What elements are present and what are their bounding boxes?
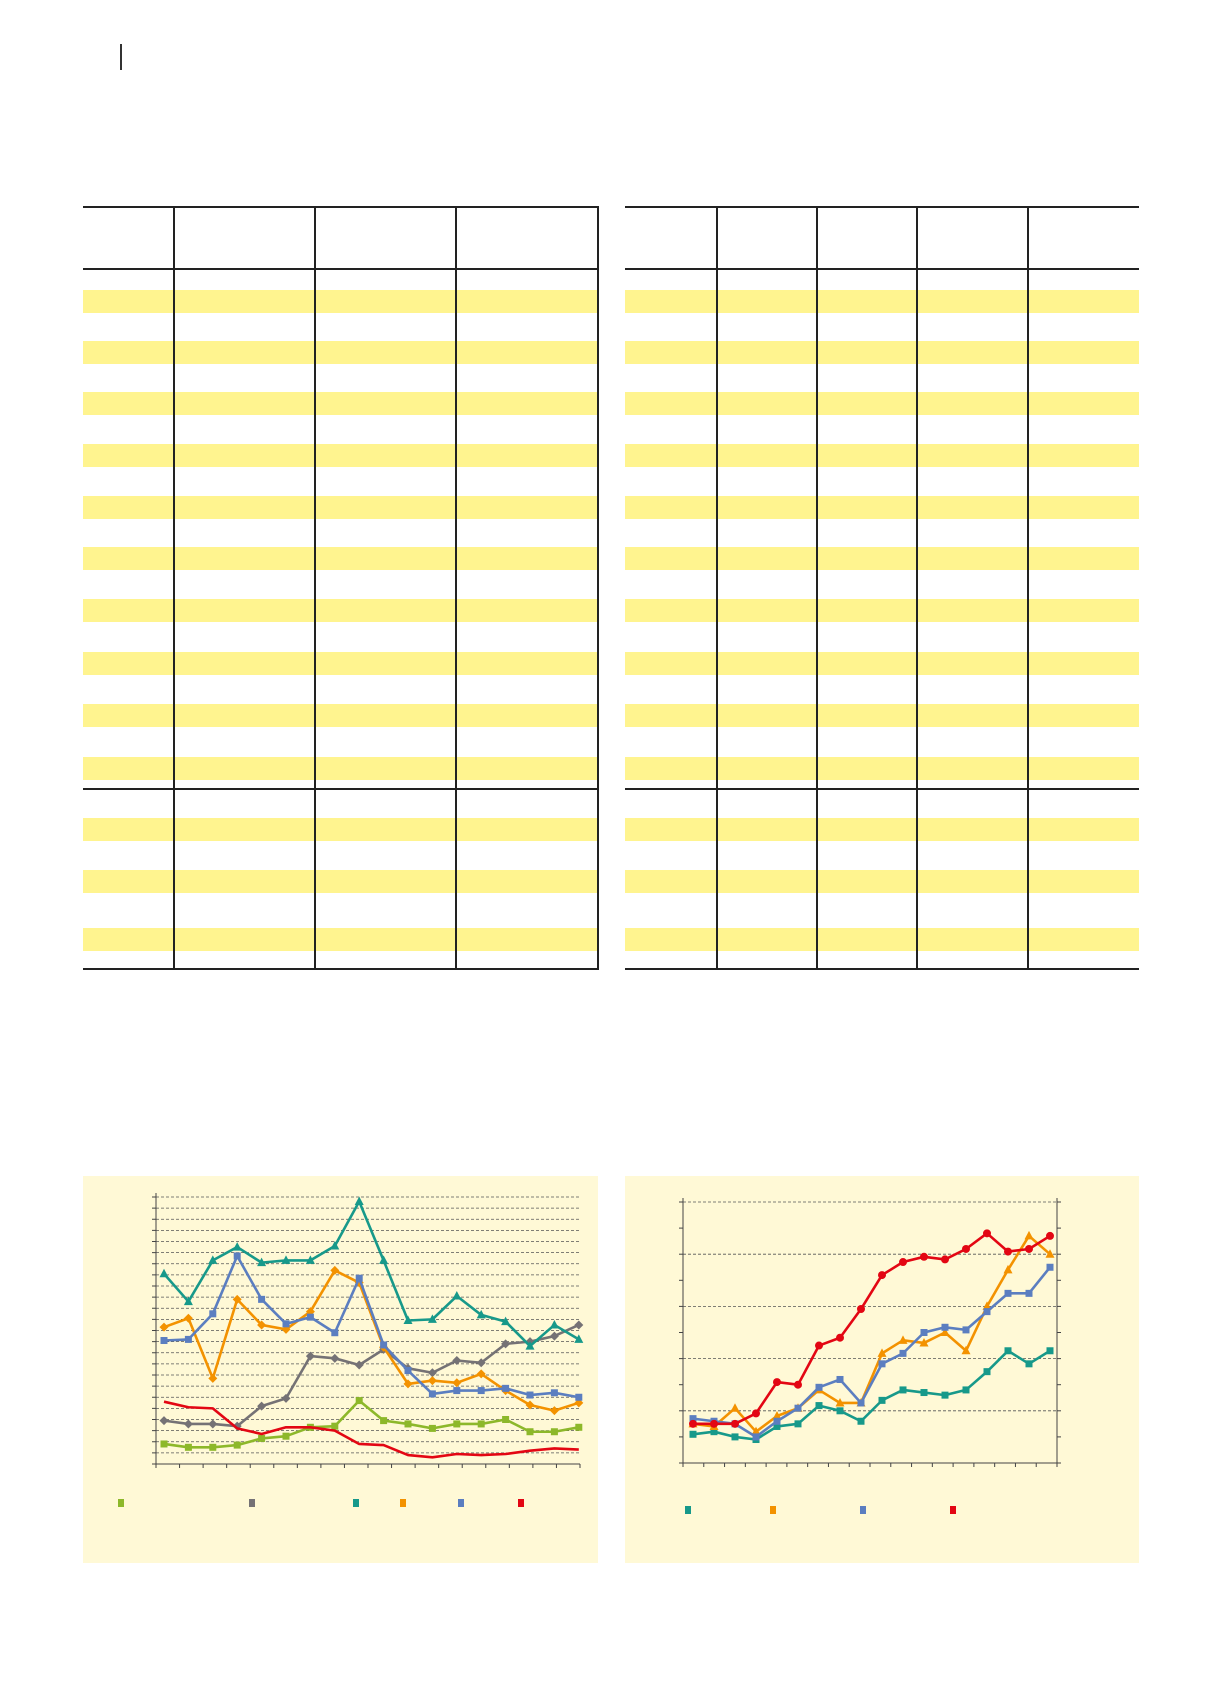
data-point xyxy=(283,1433,290,1440)
data-point xyxy=(815,1342,823,1350)
data-point xyxy=(774,1418,781,1425)
data-point xyxy=(837,1407,844,1414)
data-point xyxy=(330,1354,339,1363)
data-point xyxy=(900,1350,907,1357)
data-point xyxy=(575,1424,582,1431)
left-line-chart xyxy=(83,1176,598,1563)
data-point xyxy=(858,1399,865,1406)
table-row-band xyxy=(83,547,598,570)
table-column-divider xyxy=(1027,206,1029,970)
legend-swatch-4 xyxy=(950,1506,956,1514)
data-point xyxy=(731,1403,740,1412)
table-row-band xyxy=(83,704,598,727)
data-point xyxy=(283,1320,290,1327)
data-point xyxy=(184,1314,193,1323)
legend-swatch-4 xyxy=(400,1499,406,1507)
data-point xyxy=(502,1385,509,1392)
series-line-3 xyxy=(164,1201,579,1346)
data-point xyxy=(429,1425,436,1432)
legend-swatch-6 xyxy=(518,1499,524,1507)
table-row-band xyxy=(83,599,598,622)
data-point xyxy=(1025,1245,1033,1253)
data-point xyxy=(879,1360,886,1367)
data-point xyxy=(984,1308,991,1315)
table-column-divider xyxy=(314,206,316,970)
data-point xyxy=(551,1389,558,1396)
table-column-divider xyxy=(597,206,599,970)
data-point xyxy=(899,1258,907,1266)
table-section-rule xyxy=(625,788,1139,790)
data-point xyxy=(574,1320,583,1329)
right-table xyxy=(625,206,1139,971)
data-point xyxy=(209,1444,216,1451)
page-margin-mark xyxy=(120,44,122,70)
data-point xyxy=(380,1417,387,1424)
data-point xyxy=(331,1329,338,1336)
table-column-divider xyxy=(916,206,918,970)
data-point xyxy=(575,1394,582,1401)
data-point xyxy=(1025,1231,1034,1240)
data-point xyxy=(453,1420,460,1427)
table-row-band xyxy=(83,757,598,780)
series-line-4 xyxy=(693,1233,1050,1424)
table-row-band xyxy=(625,496,1139,519)
series-line-2 xyxy=(693,1236,1050,1432)
data-point xyxy=(331,1423,338,1430)
data-point xyxy=(731,1420,739,1428)
data-point xyxy=(478,1420,485,1427)
data-point xyxy=(160,1416,169,1425)
data-point xyxy=(550,1406,559,1415)
data-point xyxy=(380,1341,387,1348)
series-line-4 xyxy=(164,1270,579,1410)
table-top-rule xyxy=(625,206,1139,208)
table-row-band xyxy=(83,928,598,951)
data-point xyxy=(452,1291,461,1300)
table-header-rule xyxy=(625,268,1139,270)
data-point xyxy=(920,1253,928,1261)
table-column-divider xyxy=(455,206,457,970)
data-point xyxy=(307,1314,314,1321)
data-point xyxy=(1005,1290,1012,1297)
table-row-band xyxy=(625,341,1139,364)
data-point xyxy=(795,1405,802,1412)
data-point xyxy=(963,1386,970,1393)
legend-swatch-2 xyxy=(249,1499,255,1507)
data-point xyxy=(773,1378,781,1386)
legend-swatch-1 xyxy=(685,1506,691,1514)
data-point xyxy=(405,1367,412,1374)
series-line-5 xyxy=(164,1256,579,1397)
data-point xyxy=(753,1433,760,1440)
table-bottom-rule xyxy=(83,968,598,970)
data-point xyxy=(234,1442,241,1449)
data-point xyxy=(1047,1347,1054,1354)
data-point xyxy=(233,1242,242,1251)
data-point xyxy=(161,1337,168,1344)
table-column-divider xyxy=(816,206,818,970)
table-row-band xyxy=(625,757,1139,780)
table-row-band xyxy=(83,496,598,519)
data-point xyxy=(355,1196,364,1205)
data-point xyxy=(690,1431,697,1438)
data-point xyxy=(527,1392,534,1399)
data-point xyxy=(379,1255,388,1264)
data-point xyxy=(921,1329,928,1336)
table-row-band xyxy=(625,547,1139,570)
data-point xyxy=(478,1387,485,1394)
table-row-band xyxy=(83,652,598,675)
data-point xyxy=(710,1420,718,1428)
data-point xyxy=(816,1384,823,1391)
table-row-band xyxy=(625,392,1139,415)
data-point xyxy=(1026,1360,1033,1367)
table-row-band xyxy=(83,444,598,467)
data-point xyxy=(258,1435,265,1442)
data-point xyxy=(795,1420,802,1427)
left-table xyxy=(83,206,598,971)
data-point xyxy=(550,1332,559,1341)
data-point xyxy=(502,1416,509,1423)
data-point xyxy=(837,1376,844,1383)
table-row-band xyxy=(625,704,1139,727)
data-point xyxy=(1047,1264,1054,1271)
table-header-rule xyxy=(83,268,598,270)
data-point xyxy=(356,1275,363,1282)
legend-swatch-1 xyxy=(118,1499,124,1507)
series-line-1 xyxy=(693,1351,1050,1440)
data-point xyxy=(962,1245,970,1253)
data-point xyxy=(879,1397,886,1404)
table-row-band xyxy=(625,652,1139,675)
legend-swatch-5 xyxy=(458,1499,464,1507)
data-point xyxy=(942,1324,949,1331)
data-point xyxy=(963,1326,970,1333)
data-point xyxy=(184,1419,193,1428)
table-section-rule xyxy=(83,788,598,790)
data-point xyxy=(941,1255,949,1263)
data-point xyxy=(405,1420,412,1427)
data-point xyxy=(208,1374,217,1383)
data-point xyxy=(1046,1232,1054,1240)
data-point xyxy=(794,1381,802,1389)
table-row-band xyxy=(83,870,598,893)
legend-swatch-2 xyxy=(770,1506,776,1514)
data-point xyxy=(858,1418,865,1425)
table-row-band xyxy=(625,599,1139,622)
data-point xyxy=(816,1402,823,1409)
data-point xyxy=(429,1390,436,1397)
table-row-band xyxy=(625,818,1139,841)
data-point xyxy=(752,1409,760,1417)
data-point xyxy=(161,1440,168,1447)
legend-swatch-3 xyxy=(860,1506,866,1514)
data-point xyxy=(551,1428,558,1435)
table-column-divider xyxy=(173,206,175,970)
table-row-band xyxy=(625,444,1139,467)
data-point xyxy=(836,1334,844,1342)
table-row-band xyxy=(83,290,598,313)
table-top-rule xyxy=(83,206,598,208)
data-point xyxy=(1026,1290,1033,1297)
data-point xyxy=(258,1296,265,1303)
right-chart-panel xyxy=(625,1176,1139,1563)
right-line-chart xyxy=(625,1176,1139,1563)
data-point xyxy=(689,1420,697,1428)
data-point xyxy=(453,1387,460,1394)
table-bottom-rule xyxy=(625,968,1139,970)
data-point xyxy=(185,1444,192,1451)
data-point xyxy=(428,1376,437,1385)
table-row-band xyxy=(625,928,1139,951)
data-point xyxy=(857,1305,865,1313)
data-point xyxy=(984,1368,991,1375)
table-row-band xyxy=(83,341,598,364)
table-row-band xyxy=(83,392,598,415)
data-point xyxy=(356,1397,363,1404)
table-row-band xyxy=(625,870,1139,893)
data-point xyxy=(878,1271,886,1279)
left-chart-panel xyxy=(83,1176,598,1563)
data-point xyxy=(1004,1248,1012,1256)
data-point xyxy=(208,1419,217,1428)
data-point xyxy=(428,1368,437,1377)
table-row-band xyxy=(83,818,598,841)
data-point xyxy=(1005,1347,1012,1354)
table-column-divider xyxy=(716,206,718,970)
data-point xyxy=(185,1336,192,1343)
data-point xyxy=(527,1428,534,1435)
data-point xyxy=(900,1386,907,1393)
data-point xyxy=(732,1433,739,1440)
data-point xyxy=(234,1252,241,1259)
table-row-band xyxy=(625,290,1139,313)
data-point xyxy=(983,1229,991,1237)
data-point xyxy=(550,1320,559,1329)
data-point xyxy=(921,1389,928,1396)
legend-swatch-3 xyxy=(353,1499,359,1507)
data-point xyxy=(209,1310,216,1317)
data-point xyxy=(160,1269,169,1278)
data-point xyxy=(942,1392,949,1399)
